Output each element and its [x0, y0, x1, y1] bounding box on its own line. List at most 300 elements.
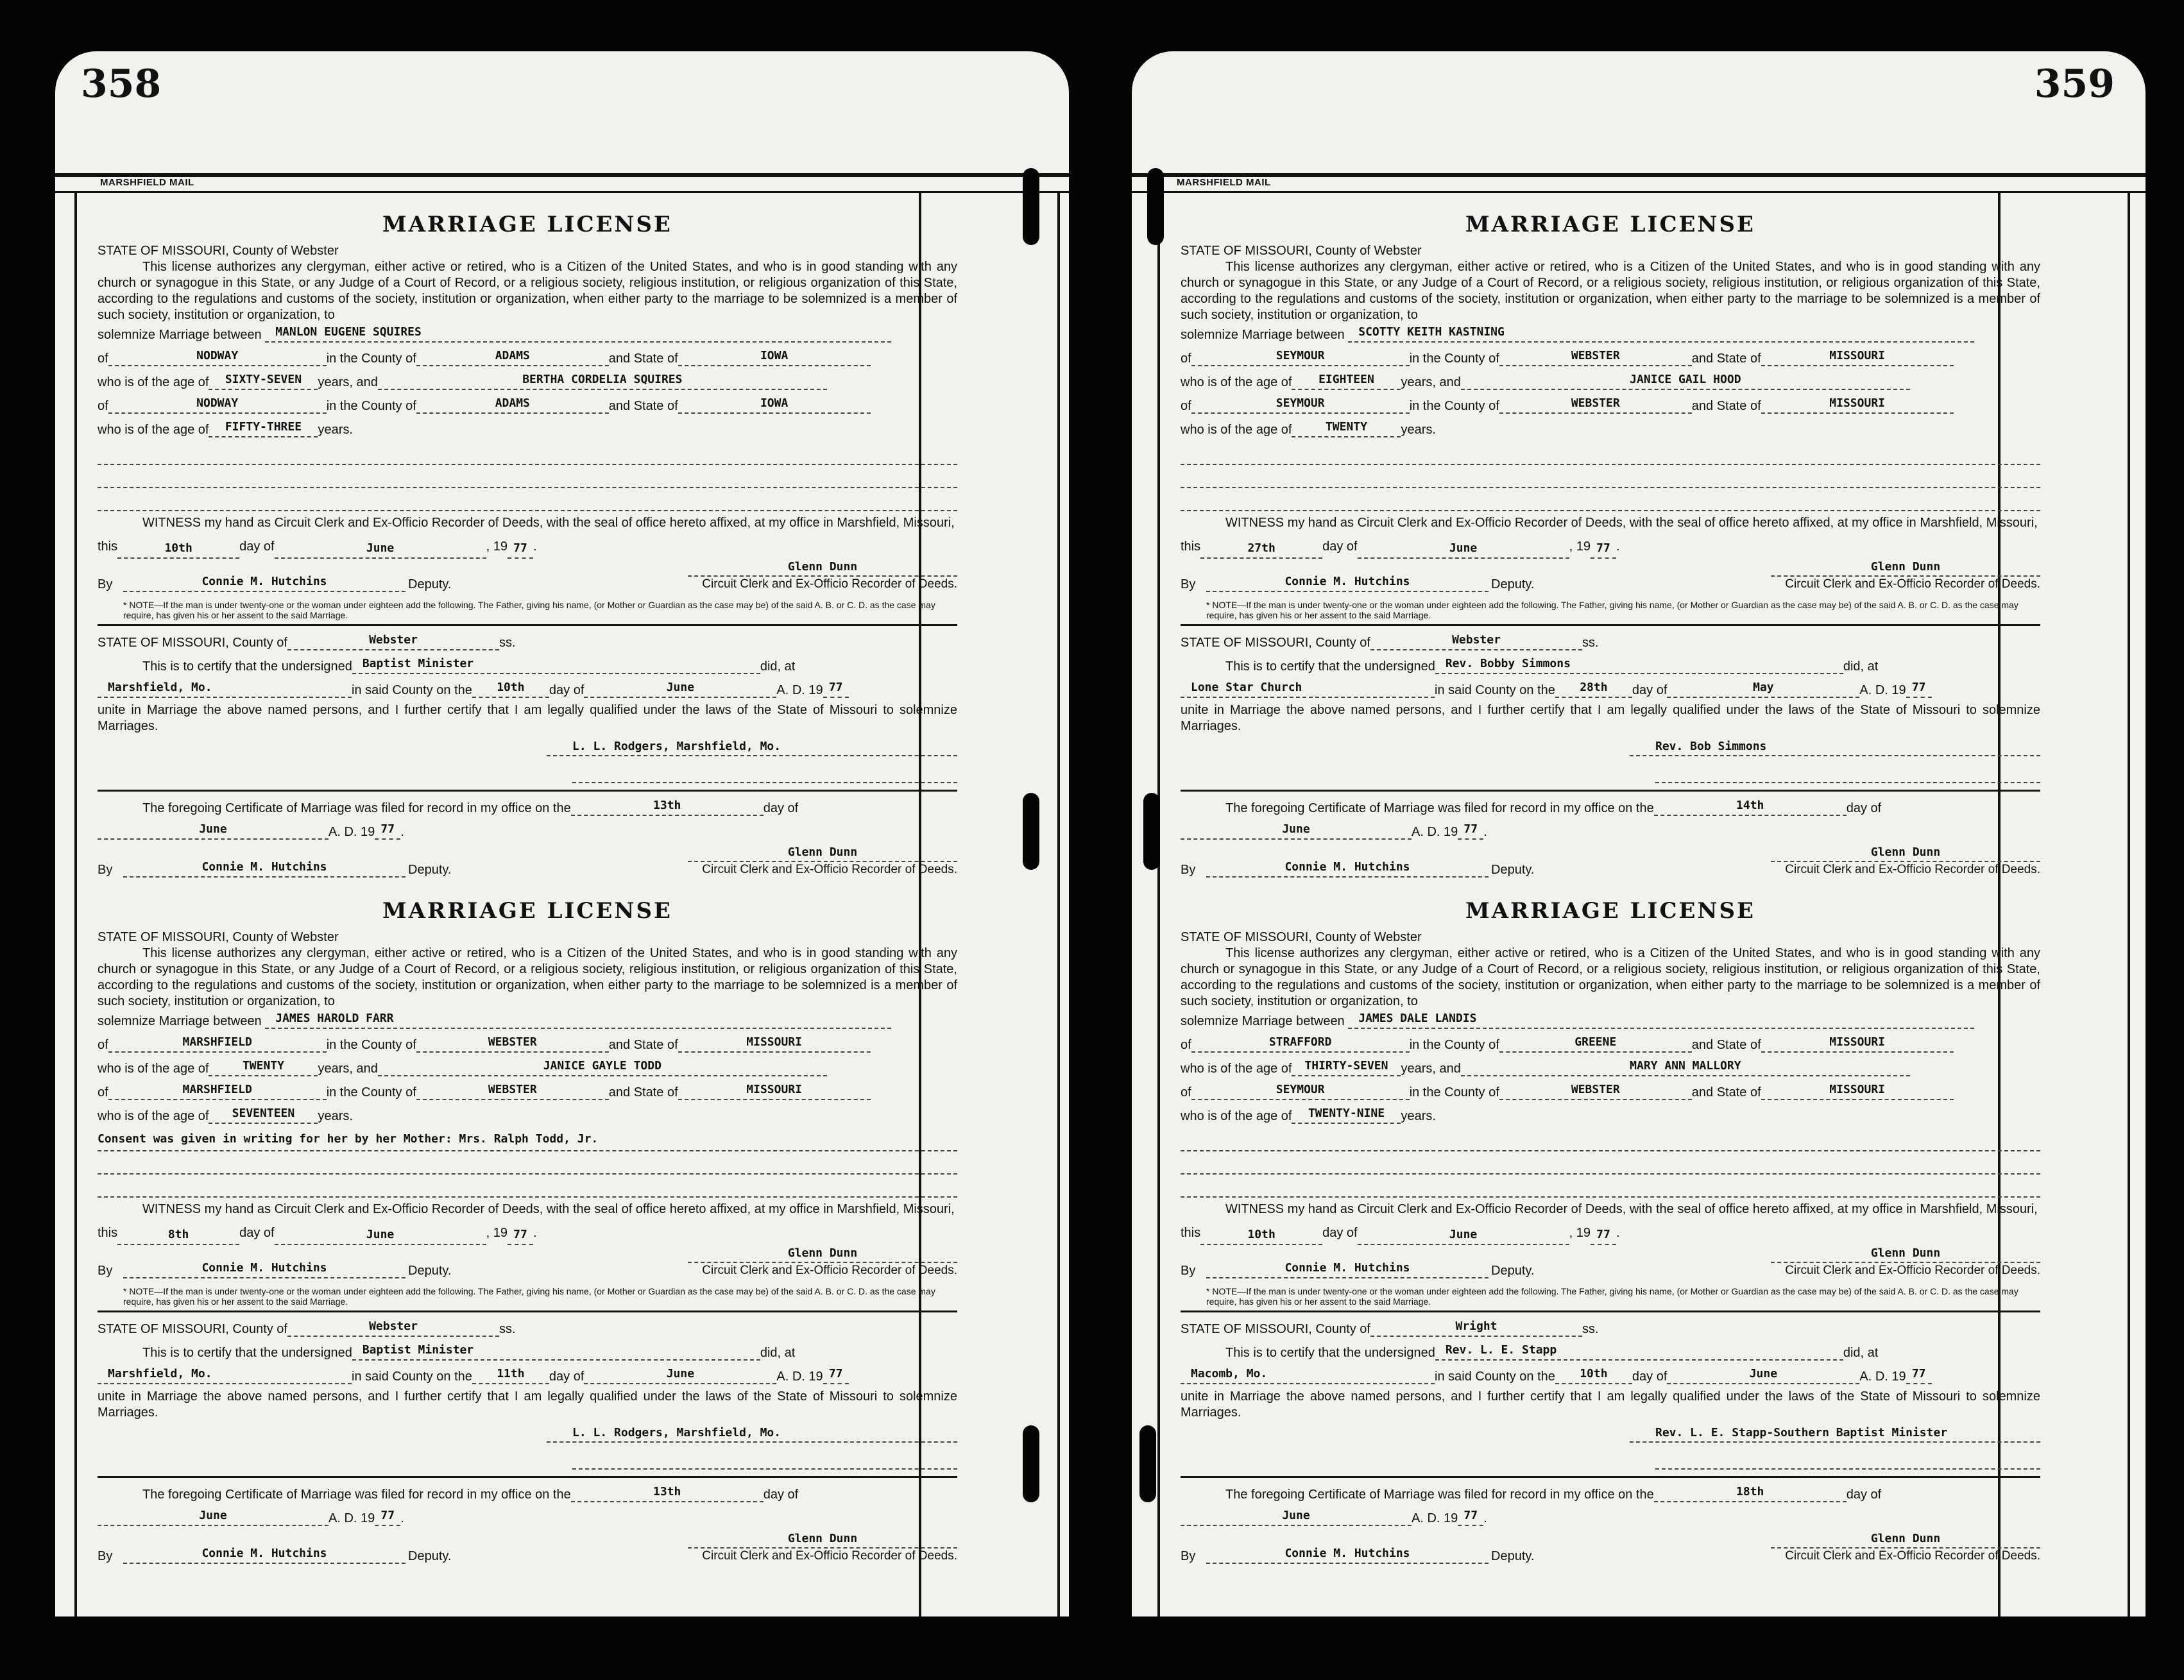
label: Deputy. — [1491, 1264, 1535, 1278]
blank-line — [98, 1175, 957, 1198]
age-note: * NOTE—If the man is under twenty-one or the woman under eighteen add the following. The Father, giving his name, (or Mother or Guardian as the case may be) of the said A. B. or C. D. as the case may require, has given his or her assent to the said Marriage. — [1206, 1286, 2018, 1307]
groom-residence-line — [98, 347, 957, 371]
page-header-rule — [1132, 173, 2146, 193]
filed-clerk-block — [1771, 844, 2040, 878]
certificate-county: Wright — [1370, 1318, 1582, 1337]
filed-day: 13th — [571, 797, 764, 816]
officiant-title: Rev. L. E. Stapp — [1435, 1341, 1843, 1361]
label: day of — [1632, 1370, 1668, 1384]
clerk-title: Circuit Clerk and Ex-Officio Recorder of Deeds. — [702, 863, 957, 876]
label: day of — [1322, 539, 1358, 554]
officiant-title: Baptist Minister — [352, 1341, 760, 1361]
filed-day: 13th — [571, 1483, 764, 1502]
groom-name: SCOTTY KEITH KASTNING — [1348, 323, 1974, 343]
license-block — [1181, 212, 2040, 880]
witness-text: WITNESS my hand as Circuit Clerk and Ex-Officio Recorder of Deeds, with the seal of office hereto affixed, at my office in Marshfield, Missouri, this — [1181, 516, 2038, 554]
label: day of — [1322, 1226, 1358, 1240]
filed-month: June — [1181, 820, 1412, 840]
ceremony-place-line — [98, 1365, 957, 1389]
label: day of — [549, 683, 584, 697]
filed-signature-line — [98, 844, 957, 880]
label: Deputy. — [408, 1549, 452, 1563]
divider — [1181, 790, 2040, 792]
groom-city: MARSHFIELD — [108, 1033, 327, 1053]
ceremony-place: Lone Star Church — [1181, 679, 1435, 698]
solemnize-line — [1181, 323, 2040, 347]
label: did, at — [760, 659, 796, 674]
groom-county: GREENE — [1499, 1033, 1692, 1053]
bride-city: MARSHFIELD — [108, 1081, 327, 1100]
label: The foregoing Certificate of Marriage was filed for record in my office on the — [1225, 801, 1654, 815]
consent-line — [1181, 1128, 2040, 1151]
label: in the County of — [1409, 1085, 1499, 1099]
publication-name: MARSHFIELD MAIL — [100, 177, 194, 188]
divider — [1181, 624, 2040, 626]
witness-text: WITNESS my hand as Circuit Clerk and Ex-Officio Recorder of Deeds, with the seal of office hereto affixed, at my office in Marshfield, Missouri, this — [98, 516, 955, 554]
bride-county: ADAMS — [416, 395, 609, 414]
label: By — [1181, 1549, 1196, 1563]
filed-clerk-signature: Glenn Dunn — [688, 1531, 957, 1548]
bride-name: MARY ANN MALLORY — [1461, 1057, 1910, 1076]
license-block — [98, 212, 957, 880]
filed-month-line: June A. D. 19 77 . — [1181, 820, 2040, 844]
label: years, and — [1401, 1062, 1461, 1076]
officiant-signature-line — [1181, 1421, 2040, 1448]
clerk-title: Circuit Clerk and Ex-Officio Recorder of Deeds. — [1785, 577, 2040, 591]
label: in the County of — [1409, 399, 1499, 413]
label: of — [98, 399, 108, 413]
witness-paragraph: WITNESS my hand as Circuit Clerk and Ex-Officio Recorder of Deeds, with the seal of office hereto affixed, at my office in Marshfield, Missouri, this 10th day of June , 19 77 . — [98, 511, 957, 559]
label: and State of — [1691, 352, 1761, 366]
binder-slot — [1023, 793, 1039, 870]
authorization-text: This license authorizes any clergyman, either active or retired, who is a Citizen of the United States, and who is in good standing with any church or synagogue in this State, or any Judge of a Court of Record, or a religious society, religious institution, or religious organization of this State, according to the regulations and customs of the society, institution or organization, when either party to the marriage to be solemnized is a member of such society, institution or organization, to — [98, 260, 957, 322]
binder-slot — [1143, 793, 1160, 870]
clerk-block — [1771, 559, 2040, 592]
label: of — [1181, 1038, 1191, 1052]
label: years, and — [1401, 375, 1461, 389]
ceremony-month: May — [1667, 679, 1859, 698]
bride-age-line — [1181, 418, 2040, 442]
license-title: MARRIAGE LICENSE — [1465, 212, 1755, 237]
label: and State of — [608, 399, 678, 413]
witness-text: WITNESS my hand as Circuit Clerk and Ex-Officio Recorder of Deeds, with the seal of office hereto affixed, at my office in Marshfield, Missouri, this — [1181, 1202, 2038, 1240]
clerk-signature-line — [98, 1245, 957, 1281]
groom-residence-line — [98, 1033, 957, 1057]
certify-text: unite in Marriage the above named persons, and I further certify that I am legally qualified under the laws of the State of Missouri to solemnize Marriages. — [98, 1389, 957, 1420]
label: Deputy. — [408, 1264, 452, 1278]
label: years. — [318, 1109, 353, 1123]
license-year: 77 — [1591, 539, 1616, 559]
label: did, at — [760, 1346, 796, 1360]
deputy-signature: Connie M. Hutchins — [1206, 573, 1489, 592]
label: in said County on the — [352, 1370, 472, 1384]
officiant-signature-line — [98, 734, 957, 761]
label: of — [1181, 1085, 1191, 1099]
certify-text: unite in Marriage the above named persons, and I further certify that I am legally qualified under the laws of the State of Missouri to solemnize Marriages. — [1181, 703, 2040, 733]
label: Deputy. — [1491, 577, 1535, 591]
label: 19 — [493, 539, 508, 554]
label: This is to certify that the undersigned — [1225, 1346, 1435, 1360]
filed-deputy-signature: Connie M. Hutchins — [1206, 858, 1489, 878]
label: By — [98, 1549, 113, 1563]
bride-residence-line — [98, 395, 957, 418]
label: By — [98, 577, 113, 591]
clerk-block — [688, 1245, 957, 1278]
divider — [98, 790, 957, 792]
groom-name: JAMES HAROLD FARR — [265, 1010, 891, 1029]
filed-clerk-signature: Glenn Dunn — [688, 844, 957, 862]
ceremony-year: 77 — [1906, 1365, 1932, 1384]
clerk-signature-line — [1181, 559, 2040, 595]
ceremony-day: 28th — [1555, 679, 1632, 698]
groom-city: SEYMOUR — [1191, 347, 1410, 366]
officiant-signature-line — [98, 1421, 957, 1448]
divider — [98, 1476, 957, 1478]
clerk-signature: Glenn Dunn — [1771, 1245, 2040, 1263]
binder-slot — [1023, 1425, 1039, 1502]
license-day: 27th — [1200, 539, 1322, 559]
filed-clerk-block — [688, 1531, 957, 1564]
label: 19 — [1576, 1226, 1591, 1240]
certificate-state-line — [1181, 631, 2040, 655]
filed-month: June — [1181, 1507, 1412, 1526]
groom-state: IOWA — [678, 347, 871, 366]
state-county-line: STATE OF MISSOURI, County of Webster — [1181, 244, 1422, 258]
ceremony-month: June — [1667, 1365, 1859, 1384]
label: and State of — [1691, 399, 1761, 413]
label: years, and — [318, 1062, 378, 1076]
label: ss. — [499, 1322, 516, 1336]
label: who is of the age of — [98, 375, 209, 389]
filed-day: 14th — [1654, 797, 1847, 816]
ceremony-place-line — [1181, 1365, 2040, 1389]
label: Deputy. — [1491, 863, 1535, 877]
divider — [1181, 1476, 2040, 1478]
witness-paragraph: WITNESS my hand as Circuit Clerk and Ex-Officio Recorder of Deeds, with the seal of office hereto affixed, at my office in Marshfield, Missouri, this 10th day of June , 19 77 . — [1181, 1198, 2040, 1245]
label: in the County of — [1409, 352, 1499, 366]
clerk-title: Circuit Clerk and Ex-Officio Recorder of Deeds. — [702, 1549, 957, 1563]
label: This is to certify that the undersigned — [1225, 659, 1435, 674]
label: 19 — [1576, 539, 1591, 554]
certify-line — [98, 655, 957, 679]
filed-signature-line — [1181, 1531, 2040, 1566]
bride-state: MISSOURI — [1761, 1081, 1954, 1100]
filed-year: 77 — [375, 820, 400, 840]
label: in the County of — [326, 1085, 416, 1099]
label: solemnize Marriage between — [98, 328, 262, 342]
bride-state: MISSOURI — [678, 1081, 871, 1100]
age-note: * NOTE—If the man is under twenty-one or the woman under eighteen add the following. The Father, giving his name, (or Mother or Guardian as the case may be) of the said A. B. or C. D. as the case may require, has given his or her assent to the said Marriage. — [1206, 600, 2018, 620]
certify-text: unite in Marriage the above named persons, and I further certify that I am legally qualified under the laws of the State of Missouri to solemnize Marriages. — [98, 703, 957, 733]
groom-name: JAMES DALE LANDIS — [1348, 1010, 1974, 1029]
right-ledger-page — [1132, 51, 2146, 1616]
license-title: MARRIAGE LICENSE — [382, 212, 672, 237]
filed-year: 77 — [1458, 1507, 1483, 1526]
groom-age-line — [1181, 1057, 2040, 1081]
label: The foregoing Certificate of Marriage was filed for record in my office on the — [1225, 1488, 1654, 1502]
label: of — [1181, 399, 1191, 413]
label: The foregoing Certificate of Marriage was filed for record in my office on the — [142, 801, 571, 815]
label: Deputy. — [408, 577, 452, 591]
label: By — [1181, 1264, 1196, 1278]
label: who is of the age of — [1181, 1062, 1292, 1076]
filed-month: June — [98, 820, 328, 840]
bride-residence-line — [1181, 395, 2040, 418]
certificate-county: Webster — [1370, 631, 1582, 650]
label: who is of the age of — [98, 1062, 209, 1076]
bride-age: FIFTY-THREE — [209, 418, 318, 437]
blank-line — [1181, 1175, 2040, 1198]
filed-month: June — [98, 1507, 328, 1526]
ceremony-place: Marshfield, Mo. — [98, 1365, 352, 1384]
filed-month-line: June A. D. 19 77 . — [98, 820, 957, 844]
label: A. D. 19 — [1859, 1370, 1906, 1384]
label: who is of the age of — [1181, 1109, 1292, 1123]
ceremony-month: June — [584, 1365, 776, 1384]
binder-slot — [1139, 1425, 1156, 1502]
bride-state: IOWA — [678, 395, 871, 414]
filed-month-line: June A. D. 19 77 . — [1181, 1507, 2040, 1531]
groom-county: WEBSTER — [416, 1033, 609, 1053]
ceremony-month: June — [584, 679, 776, 698]
ceremony-place: Macomb, Mo. — [1181, 1365, 1435, 1384]
state-county-line: STATE OF MISSOURI, County of Webster — [1181, 930, 1422, 944]
label: day of — [1846, 1488, 1882, 1502]
authorization-text: This license authorizes any clergyman, either active or retired, who is a Citizen of the United States, and who is in good standing with any church or synagogue in this State, or any Judge of a Court of Record, or a religious society, religious institution, or religious organization of this State, according to the regulations and customs of the society, institution or organization, when either party to the marriage to be solemnized is a member of such society, institution or organization, to — [1181, 260, 2040, 322]
clerk-signature: Glenn Dunn — [1771, 559, 2040, 577]
label: The foregoing Certificate of Marriage was filed for record in my office on the — [142, 1488, 571, 1502]
bride-age: TWENTY — [1292, 418, 1401, 437]
license-year: 77 — [508, 539, 533, 559]
page-number: 359 — [2034, 62, 2115, 106]
deputy-signature: Connie M. Hutchins — [123, 1259, 405, 1278]
filed-line — [98, 797, 957, 820]
witness-text: WITNESS my hand as Circuit Clerk and Ex-Officio Recorder of Deeds, with the seal of office hereto affixed, at my office in Marshfield, Missouri, this — [98, 1202, 955, 1240]
groom-name: MANLON EUGENE SQUIRES — [265, 323, 891, 343]
label: of — [98, 1085, 108, 1099]
certificate-state-line — [1181, 1318, 2040, 1341]
label: and State of — [608, 352, 678, 366]
label: who is of the age of — [1181, 423, 1292, 437]
filed-year: 77 — [1458, 820, 1483, 840]
filed-deputy-signature: Connie M. Hutchins — [1206, 1545, 1489, 1564]
witness-paragraph: WITNESS my hand as Circuit Clerk and Ex-Officio Recorder of Deeds, with the seal of office hereto affixed, at my office in Marshfield, Missouri, this 27th day of June , 19 77 . — [1181, 511, 2040, 559]
label: STATE OF MISSOURI, County of — [98, 636, 287, 650]
blank-line — [1181, 488, 2040, 511]
label: in said County on the — [1435, 683, 1555, 697]
label: day of — [239, 539, 275, 554]
label: who is of the age of — [1181, 375, 1292, 389]
officiant-signature-line — [1181, 734, 2040, 761]
blank-line — [98, 1151, 957, 1175]
label: day of — [549, 1370, 584, 1384]
solemnize-line — [98, 1010, 957, 1033]
label: years. — [1401, 423, 1436, 437]
age-note: * NOTE—If the man is under twenty-one or the woman under eighteen add the following. The Father, giving his name, (or Mother or Guardian as the case may be) of the said A. B. or C. D. as the case may require, has given his or her assent to the said Marriage. — [123, 1286, 935, 1307]
clerk-title: Circuit Clerk and Ex-Officio Recorder of Deeds. — [1785, 1264, 2040, 1277]
label: Deputy. — [408, 863, 452, 877]
blank-line — [572, 765, 957, 783]
solemnize-line — [98, 323, 957, 347]
label: day of — [239, 1226, 275, 1240]
license-month: June — [1358, 1226, 1569, 1245]
blank-line — [98, 488, 957, 511]
divider — [1181, 1311, 2040, 1312]
label: of — [98, 352, 108, 366]
officiant-signature: Rev. L. E. Stapp-Southern Baptist Minister — [1630, 1425, 2040, 1443]
bride-age: SEVENTEEN — [209, 1105, 318, 1124]
label: By — [1181, 863, 1196, 877]
label: did, at — [1843, 659, 1879, 674]
label: and State of — [1691, 1038, 1761, 1052]
license-title: MARRIAGE LICENSE — [382, 898, 672, 924]
groom-age-line — [98, 371, 957, 395]
groom-state: MISSOURI — [1761, 347, 1954, 366]
filed-clerk-signature: Glenn Dunn — [1771, 1531, 2040, 1548]
clerk-block — [1771, 1245, 2040, 1278]
blank-line — [572, 1452, 957, 1470]
groom-age-line — [98, 1057, 957, 1081]
license-month: June — [275, 539, 486, 559]
label: 19 — [493, 1226, 508, 1240]
officiant-signature: Rev. Bob Simmons — [1630, 738, 2040, 756]
groom-age: TWENTY — [209, 1057, 318, 1076]
officiant-title: Baptist Minister — [352, 655, 760, 674]
filed-clerk-block — [688, 844, 957, 878]
clerk-block — [688, 559, 957, 592]
ceremony-year: 77 — [823, 679, 849, 698]
ceremony-place-line — [98, 679, 957, 702]
blank-line — [1655, 765, 2040, 783]
certify-text: unite in Marriage the above named persons, and I further certify that I am legally qualified under the laws of the State of Missouri to solemnize Marriages. — [1181, 1389, 2040, 1420]
blank-signature-line — [98, 761, 957, 787]
label: This is to certify that the undersigned — [142, 659, 352, 674]
solemnize-line — [1181, 1010, 2040, 1033]
license-day: 8th — [117, 1226, 239, 1245]
consent-line — [1181, 442, 2040, 465]
consent-line: Consent was given in writing for her by her Mother: Mrs. Ralph Todd, Jr. — [98, 1128, 957, 1151]
bride-age-line — [98, 418, 957, 442]
groom-county: WEBSTER — [1499, 347, 1692, 366]
certify-line — [1181, 1341, 2040, 1365]
certificate-state-line — [98, 631, 957, 655]
filed-clerk-block — [1771, 1531, 2040, 1564]
bride-residence-line — [1181, 1081, 2040, 1105]
label: A. D. 19 — [1412, 825, 1458, 839]
label: in the County of — [326, 352, 416, 366]
bride-name: BERTHA CORDELIA SQUIRES — [378, 371, 827, 390]
label: day of — [1846, 801, 1882, 815]
license-month: June — [275, 1226, 486, 1245]
label: A. D. 19 — [328, 825, 375, 839]
blank-line — [1181, 465, 2040, 488]
clerk-title: Circuit Clerk and Ex-Officio Recorder of Deeds. — [1785, 1549, 2040, 1563]
label: day of — [1632, 683, 1668, 697]
groom-age: EIGHTEEN — [1292, 371, 1401, 390]
groom-state: MISSOURI — [1761, 1033, 1954, 1053]
groom-age: SIXTY-SEVEN — [209, 371, 318, 390]
bride-city: SEYMOUR — [1191, 395, 1410, 414]
label: A. D. 19 — [776, 683, 823, 697]
label: solemnize Marriage between — [1181, 328, 1345, 342]
label: did, at — [1843, 1346, 1879, 1360]
label: A. D. 19 — [1412, 1511, 1458, 1525]
ceremony-day: 10th — [1555, 1365, 1632, 1384]
clerk-signature: Glenn Dunn — [688, 559, 957, 577]
label: ss. — [1582, 636, 1599, 650]
certify-line — [98, 1341, 957, 1365]
blank-signature-line — [1181, 1448, 2040, 1473]
label: who is of the age of — [98, 423, 209, 437]
publication-name: MARSHFIELD MAIL — [1177, 177, 1271, 188]
groom-state: MISSOURI — [678, 1033, 871, 1053]
deputy-signature: Connie M. Hutchins — [123, 573, 405, 592]
label: By — [98, 863, 113, 877]
label: A. D. 19 — [1859, 683, 1906, 697]
label: years. — [1401, 1109, 1436, 1123]
license-block — [98, 898, 957, 1566]
bride-name: JANICE GAYLE TODD — [378, 1057, 827, 1076]
blank-signature-line — [1181, 761, 2040, 787]
label: and State of — [608, 1038, 678, 1052]
age-note: * NOTE—If the man is under twenty-one or the woman under eighteen add the following. The Father, giving his name, (or Mother or Guardian as the case may be) of the said A. B. or C. D. as the case may require, has given his or her assent to the said Marriage. — [123, 600, 935, 620]
bride-age-line — [98, 1105, 957, 1128]
clerk-signature-line — [1181, 1245, 2040, 1281]
license-day: 10th — [117, 539, 239, 559]
license-block — [1181, 898, 2040, 1566]
clerk-signature-line — [98, 559, 957, 595]
label: in the County of — [326, 399, 416, 413]
license-year: 77 — [1591, 1226, 1616, 1245]
officiant-signature: L. L. Rodgers, Marshfield, Mo. — [547, 1425, 957, 1443]
label: of — [1181, 352, 1191, 366]
label: in the County of — [1409, 1038, 1499, 1052]
bride-age: TWENTY-NINE — [1292, 1105, 1401, 1124]
bride-city: SEYMOUR — [1191, 1081, 1410, 1100]
left-ledger-page — [55, 51, 1069, 1616]
filed-month-line: June A. D. 19 77 . — [98, 1507, 957, 1531]
filed-clerk-signature: Glenn Dunn — [1771, 844, 2040, 862]
divider — [98, 1311, 957, 1312]
filed-line — [1181, 797, 2040, 820]
consent-line — [98, 442, 957, 465]
filed-day: 18th — [1654, 1483, 1847, 1502]
label: By — [1181, 577, 1196, 591]
license-month: June — [1358, 539, 1569, 559]
label: in said County on the — [352, 683, 472, 697]
filed-signature-line — [98, 1531, 957, 1566]
state-county-line: STATE OF MISSOURI, County of Webster — [98, 930, 339, 944]
filed-deputy-signature: Connie M. Hutchins — [123, 858, 405, 878]
blank-line — [1181, 1151, 2040, 1175]
groom-city: NODWAY — [108, 347, 327, 366]
bride-county: WEBSTER — [416, 1081, 609, 1100]
label: and State of — [608, 1085, 678, 1099]
clerk-title: Circuit Clerk and Ex-Officio Recorder of Deeds. — [1785, 863, 2040, 876]
label: solemnize Marriage between — [1181, 1014, 1345, 1028]
label: years, and — [318, 375, 378, 389]
certificate-county: Webster — [287, 631, 499, 650]
groom-age-line — [1181, 371, 2040, 395]
ceremony-place-line — [1181, 679, 2040, 702]
page-header-rule — [55, 173, 1069, 193]
certify-line — [1181, 655, 2040, 679]
label: years. — [318, 423, 353, 437]
ceremony-year: 77 — [1906, 679, 1932, 698]
bride-state: MISSOURI — [1761, 395, 1954, 414]
blank-line — [1655, 1452, 2040, 1470]
bride-residence-line — [98, 1081, 957, 1105]
